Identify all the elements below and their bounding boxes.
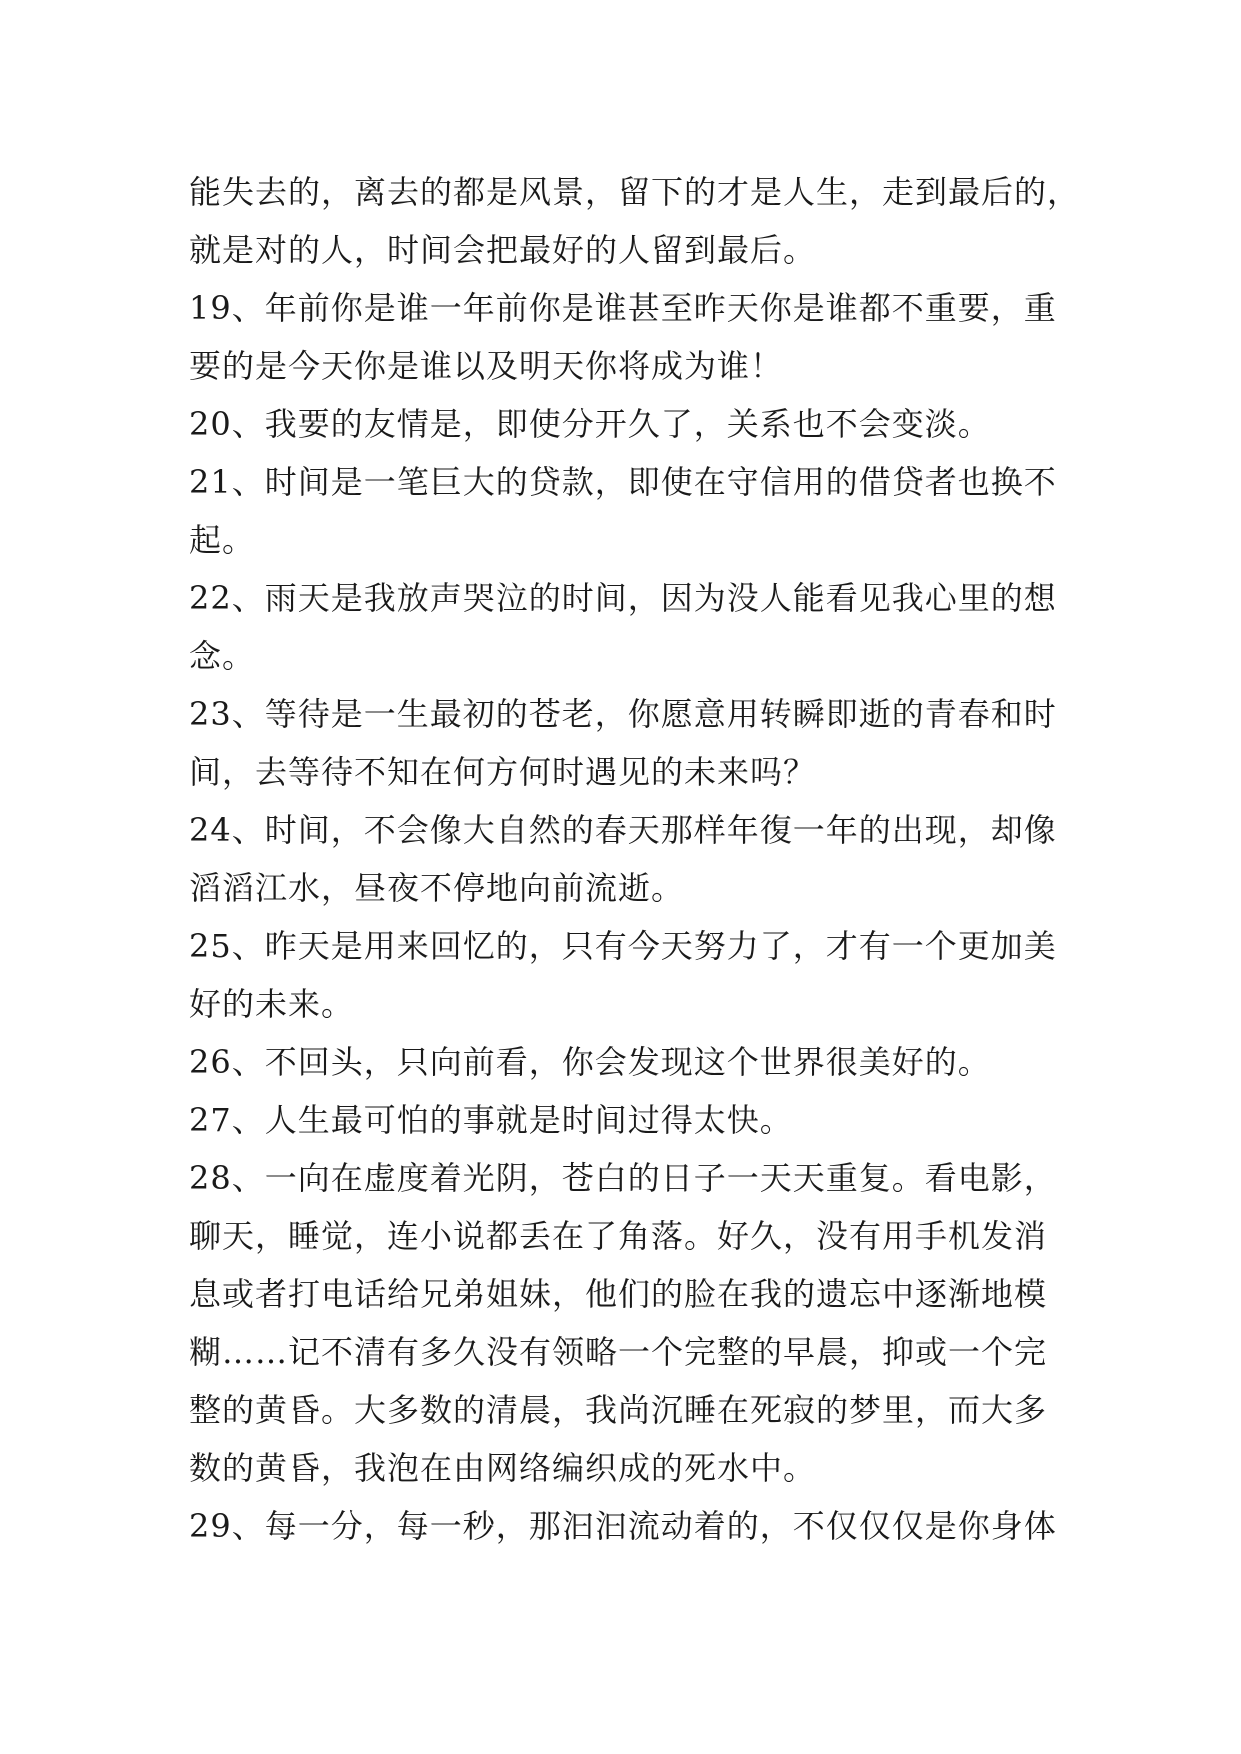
text-line: 24、时间，不会像大自然的春天那样年復一年的出现，却像 [189,811,1057,849]
text-line: 23、等待是一生最初的苍老，你愿意用转瞬即逝的青春和时 [189,695,1057,733]
body-text [189,163,1081,1555]
text-line: 29、每一分，每一秒，那汩汩流动着的，不仅仅仅是你身体 [189,1507,1057,1545]
text-line: 滔滔江水，昼夜不停地向前流逝。 [189,869,685,907]
text-line: 糊……记不清有多久没有领略一个完整的早晨，抑或一个完 [189,1333,1048,1371]
text-line: 起。 [189,521,256,559]
text-line: 要的是今天你是谁以及明天你将成为谁！ [189,347,784,385]
text-line: 息或者打电话给兄弟姐妹，他们的脸在我的遗忘中逐渐地模 [189,1275,1048,1313]
text-line: 就是对的人，时间会把最好的人留到最后。 [189,231,817,269]
text-line: 26、不回头，只向前看，你会发现这个世界很美好的。 [189,1043,991,1081]
text-line: 25、昨天是用来回忆的，只有今天努力了，才有一个更加美 [189,927,1057,965]
text-line: 整的黄昏。大多数的清晨，我尚沉睡在死寂的梦里，而大多 [189,1391,1048,1429]
text-line: 28、一向在虚度着光阴，苍白的日子一天天重复。看电影， [189,1159,1057,1197]
text-line: 聊天，睡觉，连小说都丢在了角落。好久，没有用手机发消 [189,1217,1048,1255]
text-line: 27、人生最可怕的事就是时间过得太快。 [189,1101,793,1139]
text-line: 念。 [189,637,256,675]
text-line: 21、时间是一笔巨大的贷款，即使在守信用的借贷者也换不 [189,463,1057,501]
text-line: 间，去等待不知在何方何时遇见的未来吗？ [189,753,817,791]
text-line: 22、雨天是我放声哭泣的时间，因为没人能看见我心里的想 [189,579,1057,617]
text-line: 20、我要的友情是，即使分开久了，关系也不会变淡。 [189,405,991,443]
text-line: 数的黄昏，我泡在由网络编织成的死水中。 [189,1449,817,1487]
text-line: 19、年前你是谁一年前你是谁甚至昨天你是谁都不重要，重 [189,289,1057,327]
text-line: 好的未来。 [189,985,355,1023]
text-line: 能失去的，离去的都是风景，留下的才是人生，走到最后的， [189,173,1081,211]
